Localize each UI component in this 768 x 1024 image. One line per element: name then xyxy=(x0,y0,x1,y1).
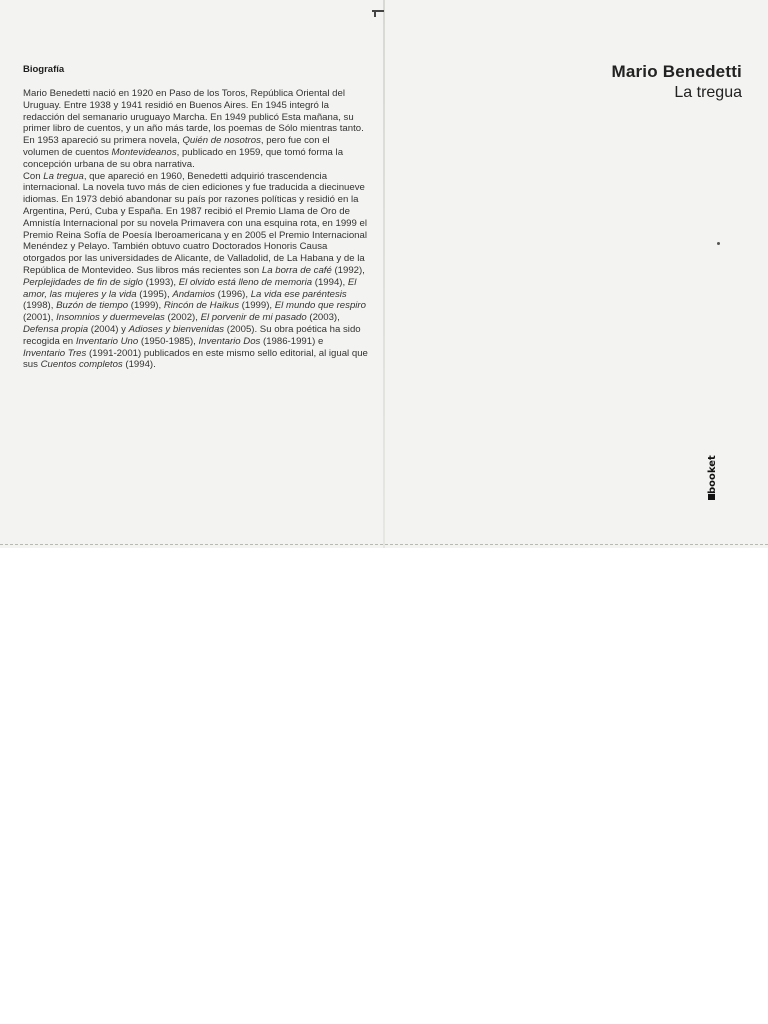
book-title-reference: El mundo que respiro xyxy=(274,300,366,312)
biography-run: , publicado en 1959, que tomó forma la concepción urbana de su obra narrativa. xyxy=(23,146,344,170)
biography-run: (1991-2001) publicados en este mismo sello editorial, al igual que sus xyxy=(23,347,368,371)
book-title-reference: La borra de café xyxy=(261,264,332,276)
biography-run: (1994). xyxy=(122,359,156,371)
front-cover xyxy=(611,62,742,102)
biography-text xyxy=(23,88,368,371)
book-title-reference: Montevideanos xyxy=(111,146,177,158)
back-cover xyxy=(23,64,368,371)
book-title-reference: Cuentos completos xyxy=(40,359,123,371)
book-title-reference: Defensa propia xyxy=(23,323,89,335)
biography-run: (1994), xyxy=(312,276,348,288)
biography-paragraph-2 xyxy=(23,171,368,372)
biography-run: Con xyxy=(23,170,44,182)
biography-run: , pero fue con el volumen de cuentos xyxy=(23,135,330,158)
book-title-reference: Andamios xyxy=(172,288,215,300)
book-title-reference: Inventario Tres xyxy=(23,347,87,359)
biography-heading: Biografía xyxy=(23,64,65,75)
biography-run: (1993), xyxy=(143,276,179,288)
book-title-reference: Adioses y bienvenidas xyxy=(128,323,225,335)
biography-run: (2001), xyxy=(23,312,57,324)
biography-run: (1950-1985), xyxy=(138,335,199,347)
book-title-reference: La vida ese paréntesis xyxy=(250,288,347,300)
book-title-reference: Insomnios y duermevelas xyxy=(56,312,165,324)
book-title-reference: Buzón de tiempo xyxy=(56,300,129,312)
book-title-reference: Rincón de Haikus xyxy=(163,300,240,312)
biography-paragraph-1 xyxy=(23,88,368,171)
book-title-reference: Quién de nosotros xyxy=(182,135,261,147)
book-title-reference: La tregua xyxy=(43,170,84,182)
book-title: La tregua xyxy=(674,84,742,101)
crop-mark xyxy=(370,8,384,18)
biography-run: , que apareció en 1960, Benedetti adquirió trascendencia internacional. La novela tuvo más de cien ediciones y fue traducida a diecinueve idiomas. En 1973 debió abandonar su país por razones políticas y residió en la Argentina, Perú, Cuba y España. En 1987 recibió el Premio Llama de Oro de Amnistía Internacional por su novela Primavera con una esquina rota, en 1999 el Premio Reina Sofía de Poesía Iberoamericana y en 2005 el Premio Internacional Menéndez y Pelayo. También obtuvo cuatro Doctorados Honoris Causa otorgados por las universidades de Alicante, de Valladolid, de La Habana y de la República de Montevideo. Sus libros más recientes son xyxy=(23,170,367,276)
biography-run: (1986-1991) e xyxy=(260,335,324,347)
biography-run: (2003), xyxy=(306,312,340,324)
publisher-logo-text: booket xyxy=(707,455,718,494)
spine-fold xyxy=(383,0,385,548)
book-title-reference: Inventario Dos xyxy=(198,335,261,347)
scan-edge xyxy=(0,544,768,545)
biography-run: (1999), xyxy=(239,300,275,312)
biography-run: (1992), xyxy=(331,264,365,276)
biography-run: (1996), xyxy=(214,288,251,300)
biography-run: (2005). Su obra poética ha sido recogida en xyxy=(23,323,361,347)
biography-run: (2002), xyxy=(164,312,201,324)
book-title-reference: El amor, las mujeres y la vida xyxy=(23,276,357,300)
biography-run: Mario Benedetti nació en 1920 en Paso de los Toros, República Oriental del Uruguay. Entre 1938 y 1941 residió en Buenos Aires. En 1945 integró la redacción del semanario uruguayo Marcha. En 1949 publicó Esta mañana, su primer libro de cuentos, y un año más tarde, los poemas de Sólo mientras tanto. En 1953 apareció su primera novela, xyxy=(23,88,364,147)
biography-run: (1999), xyxy=(128,300,164,312)
book-title-reference: Inventario Uno xyxy=(75,335,139,347)
author-name: Mario Benedetti xyxy=(611,62,742,81)
book-title-reference: El olvido está lleno de memoria xyxy=(178,276,313,288)
book-title-reference: Perplejidades de fin de siglo xyxy=(23,276,144,288)
book-title-reference: El porvenir de mi pasado xyxy=(200,312,307,324)
biography-run: (2004) y xyxy=(88,323,129,335)
publisher-logo-mark xyxy=(708,494,715,500)
biography-run: (1998), xyxy=(23,300,57,312)
biography-run: (1995), xyxy=(136,288,173,300)
scan-speck xyxy=(717,242,720,245)
